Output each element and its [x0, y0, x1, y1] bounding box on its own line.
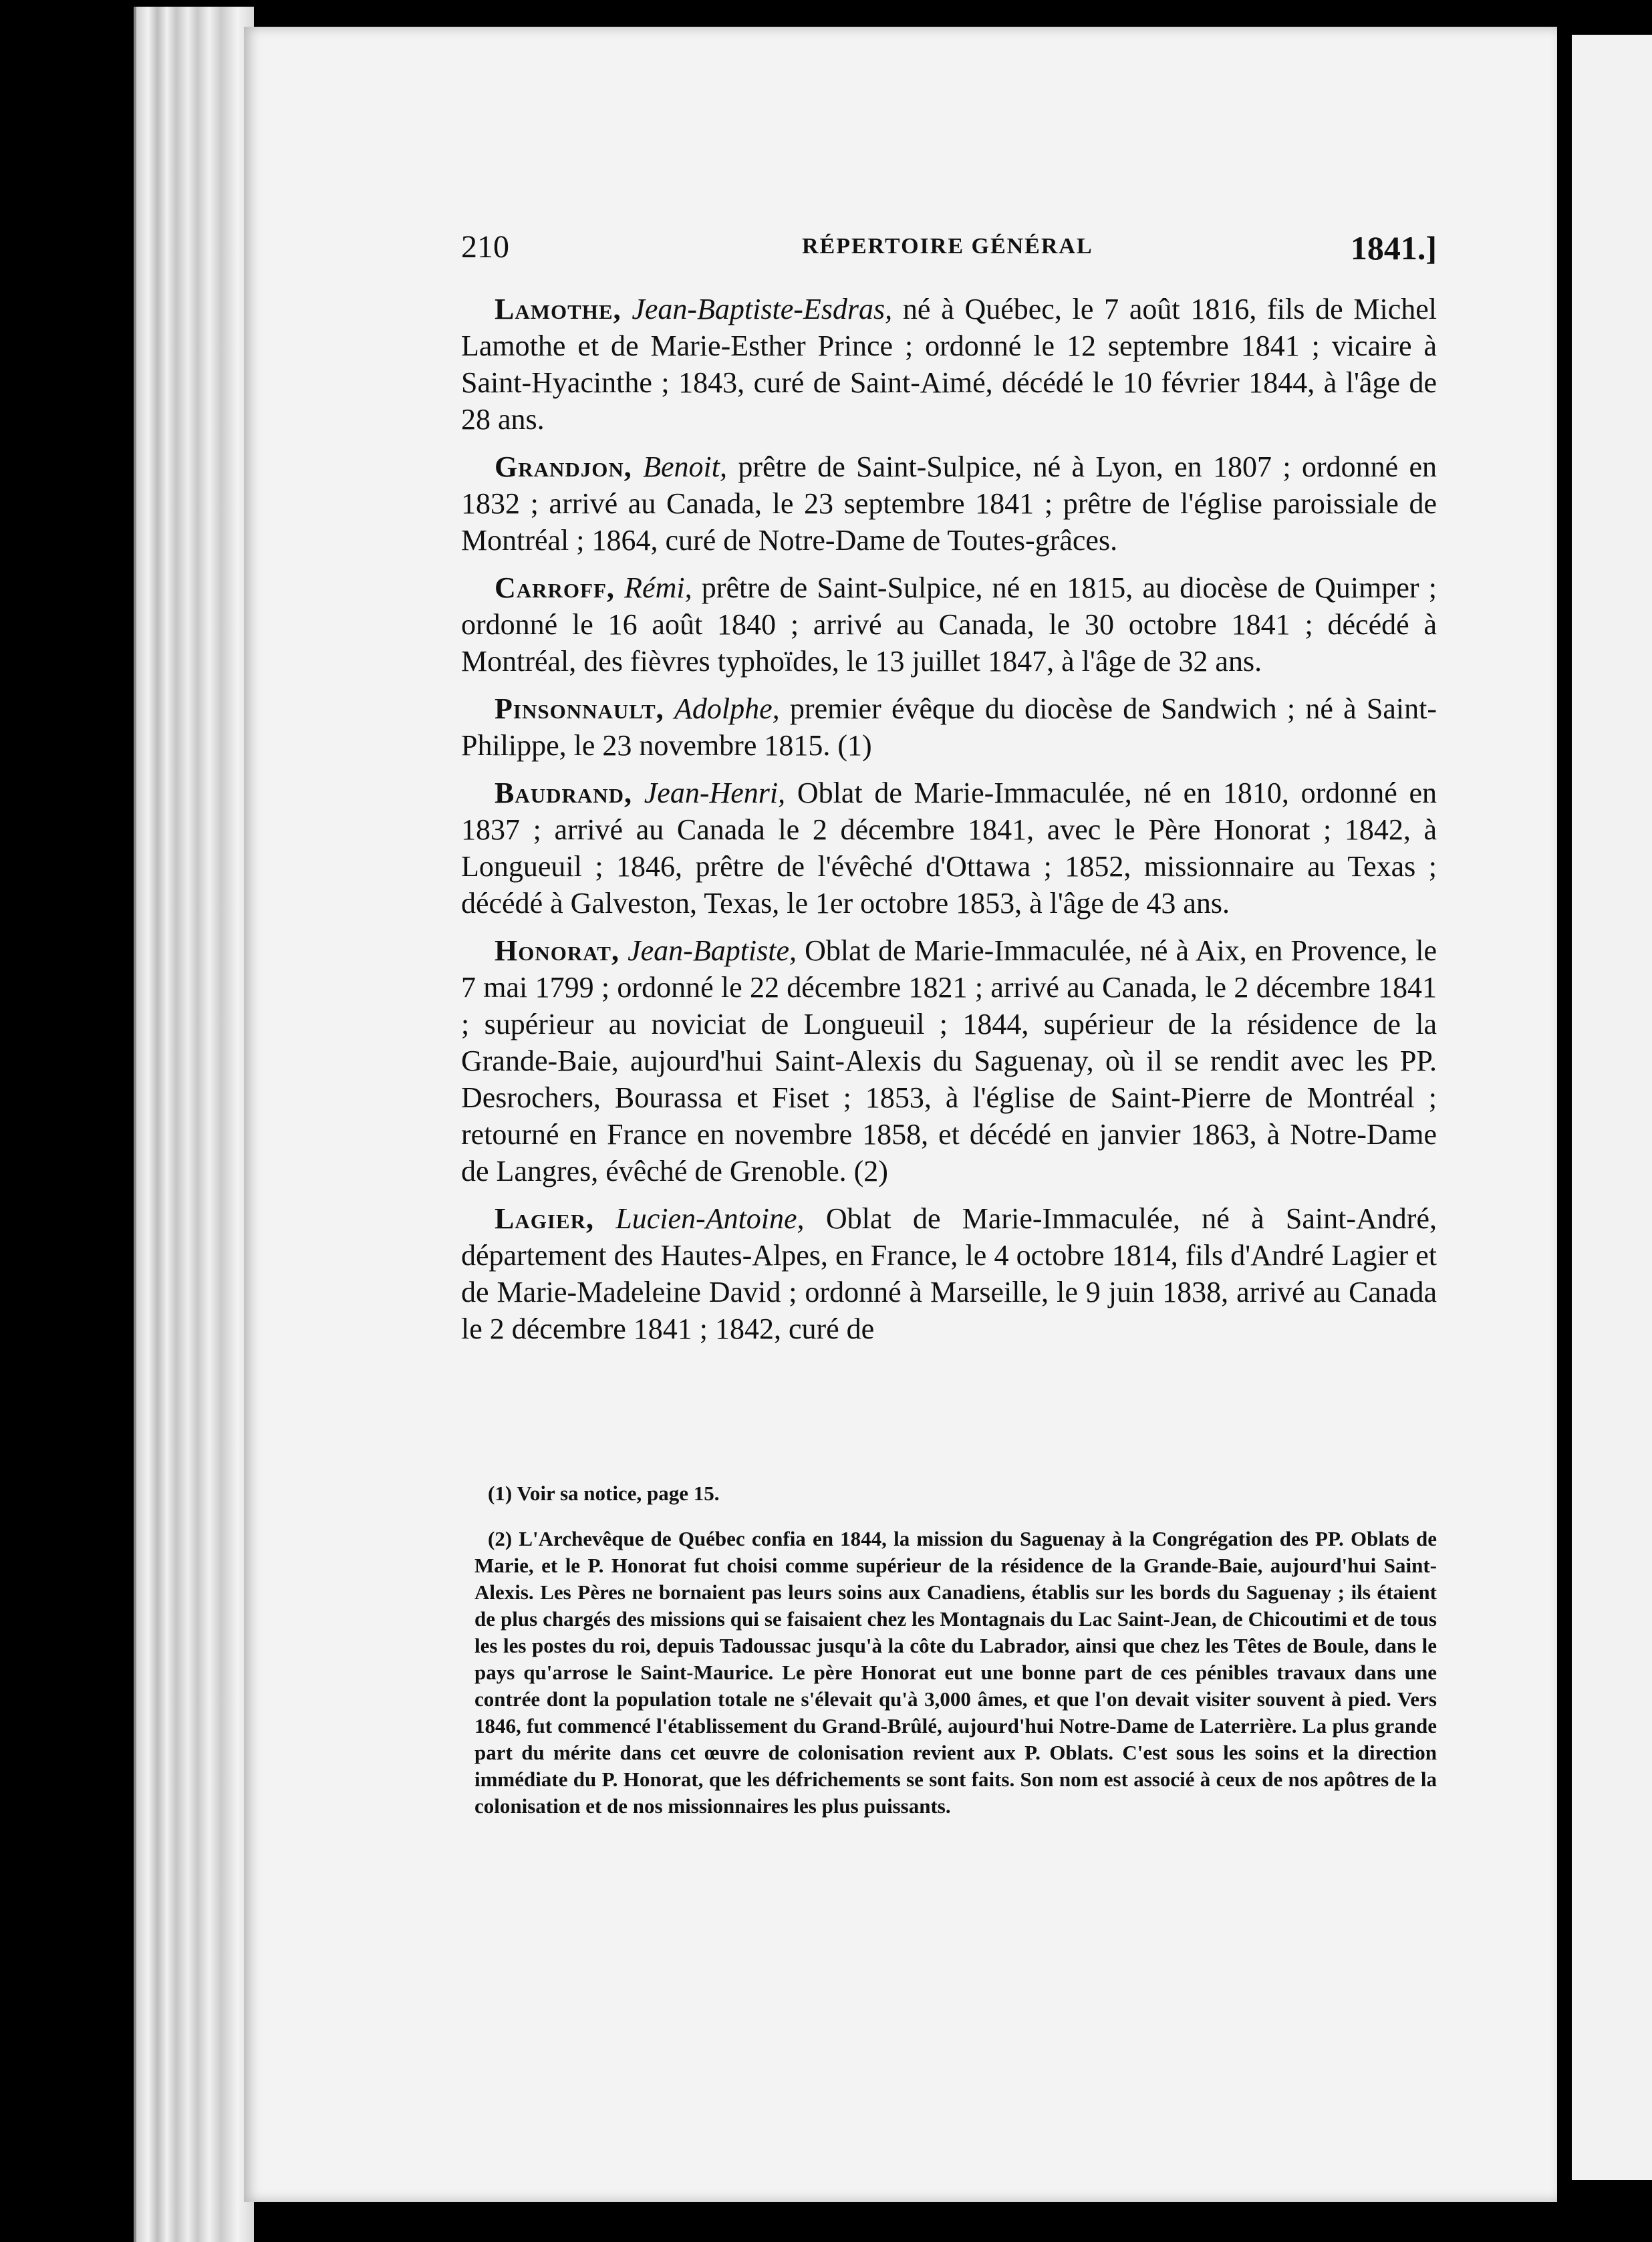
entry-surname: Carroff, — [495, 571, 615, 604]
entry-text: premier évêque du diocèse de Sandwich ; né à Saint-Philippe, le 23 novembre 1815. (1) — [461, 692, 1437, 762]
entry-carroff — [461, 569, 1437, 680]
entry-given-name: Jean-Baptiste-Esdras, — [632, 293, 893, 325]
page-gutter-shadow — [1557, 35, 1572, 2193]
facing-page-edge — [1572, 35, 1652, 2180]
running-header — [461, 227, 1437, 267]
entry-baudrand — [461, 775, 1437, 922]
page-number: 210 — [461, 229, 509, 265]
entry-given-name: Rémi, — [624, 571, 692, 604]
entry-given-name: Jean-Henri, — [644, 777, 786, 809]
entry-lagier — [461, 1200, 1437, 1347]
footnote-2: (2) L'Archevêque de Québec confia en 1844, la mission du Saguenay à la Congrégation des PP. Oblats de Marie, et le P. Honorat fut choisi comme supérieur de la résidence de la Grande-Baie, aujourd'hui Saint-Alexis. Les Pères ne bornaient pas leurs soins aux Canadiens, établis sur les bords du Saguenay ; ils étaient de plus chargés des missions qui se faisaient chez les Montagnais du Lac Saint-Jean, de Chicoutimi et de tous les les postes du roi, depuis Tadoussac jusqu'à la côte du Labrador, ainsi que chez les Têtes de Boule, dans le pays qu'arrose le Saint-Maurice. Le père Honorat eut une bonne part de ces pénibles travaux dans une contrée dont la population totale ne s'élevait qu'à 3,000 âmes, et que l'on devait visiter souvent à pied. Vers 1846, fut commencé l'établissement du Grand-Brûlé, aujourd'hui Notre-Dame de Laterrière. La plus grande part du mérite dans cet œuvre de colonisation revient aux P. Oblats. C'est sous les soins et la direction immédiate du P. Honorat, que les défrichements se sont faits. Son nom est associé à ceux de nos apôtres de la colonisation et de nos missionnaires les plus puissants. — [474, 1527, 1437, 1818]
entry-surname: Honorat, — [495, 934, 620, 967]
entry-text: Oblat de Marie-Immaculée, né en 1810, ordonné en 1837 ; arrivé au Canada le 2 décembre 1841, avec le Père Honorat ; 1842, à Longueuil ; 1846, prêtre de l'évêché d'Ottawa ; 1852, missionnaire au Texas ; décédé à Galveston, Texas, le 1er octobre 1853, à l'âge de 43 ans. — [461, 777, 1437, 920]
entry-text: prêtre de Saint-Sulpice, né à Lyon, en 1807 ; ordonné en 1832 ; arrivé au Canada, le 23 septembre 1841 ; prêtre de l'église paroissiale de Montréal ; 1864, curé de Notre-Dame de Toutes-grâces. — [461, 450, 1437, 557]
entry-surname: Lamothe, — [495, 293, 622, 325]
footnotes — [474, 1480, 1437, 1834]
entries-list — [461, 291, 1437, 1358]
entry-text: Oblat de Marie-Immaculée, né à Aix, en Provence, le 7 mai 1799 ; ordonné le 22 décembre 1821 ; arrivé au Canada, le 2 décembre 1841 ; supérieur au noviciat de Longueuil ; 1844, supérieur de la résidence de la Grande-Baie, aujourd'hui Saint-Alexis du Saguenay, où il se rendit avec les PP. Desrochers, Bourassa et Fiset ; 1853, à l'église de Saint-Pierre de Montréal ; retourné en France en novembre 1858, et décédé en janvier 1863, à Notre-Dame de Langres, évêché de Grenoble. (2) — [461, 934, 1437, 1187]
entry-surname: Baudrand, — [495, 777, 633, 809]
entry-text: né à Québec, le 7 août 1816, fils de Michel Lamothe et de Marie-Esther Prince ; ordonné le 12 septembre 1841 ; vicaire à Saint-Hyacinthe ; 1843, curé de Saint-Aimé, décédé le 10 février 1844, à l'âge de 28 ans. — [461, 293, 1437, 436]
entry-surname: Lagier, — [495, 1202, 594, 1235]
entry-text: prêtre de Saint-Sulpice, né en 1815, au diocèse de Quimper ; ordonné le 16 août 1840 ; arrivé au Canada, le 30 octobre 1841 ; décédé à Montréal, des fièvres typhoïdes, le 13 juillet 1847, à l'âge de 32 ans. — [461, 571, 1437, 678]
entry-given-name: Benoit, — [643, 450, 727, 483]
year-marker: 1841.] — [1350, 229, 1437, 267]
entry-pinsonnault — [461, 690, 1437, 764]
entry-lamothe — [461, 291, 1437, 438]
entry-grandjon — [461, 448, 1437, 559]
entry-text: Oblat de Marie-Immaculée, né à Saint-André, département des Hautes-Alpes, en France, le 4 octobre 1814, fils d'André Lagier et de Marie-Madeleine David ; ordonné à Marseille, le 9 juin 1838, arrivé au Canada le 2 décembre 1841 ; 1842, curé de — [461, 1202, 1437, 1345]
entry-honorat — [461, 932, 1437, 1189]
footnote-1: (1) Voir sa notice, page 15. — [488, 1482, 720, 1505]
entry-surname: Pinsonnault, — [495, 692, 664, 725]
running-title: RÉPERTOIRE GÉNÉRAL — [802, 234, 1093, 259]
entry-given-name: Jean-Baptiste, — [628, 934, 797, 967]
entry-given-name: Adolphe, — [674, 692, 780, 725]
entry-given-name: Lucien-Antoine, — [615, 1202, 805, 1235]
entry-surname: Grandjon, — [495, 450, 632, 483]
book-page-edges — [134, 7, 254, 2242]
